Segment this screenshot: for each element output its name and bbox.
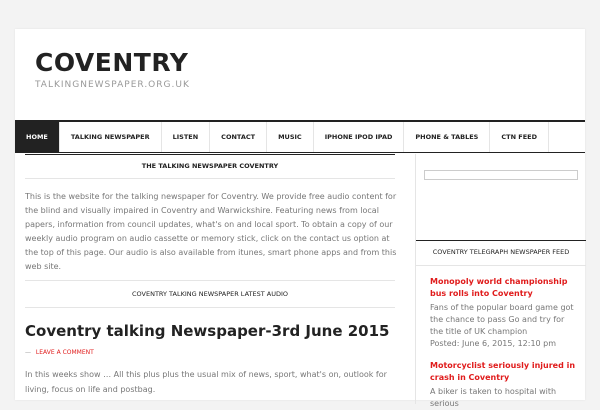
feed-item [416,360,586,410]
feed-item-title[interactable]: Monopoly world championship bus rolls into Coventry [430,277,568,298]
post-meta [25,349,395,356]
feed-item-title[interactable]: Motorcyclist seriously injured in crash in Coventry [430,361,576,382]
nav-item-contact[interactable]: CONTACT [210,122,267,152]
nav-item-ctn-feed[interactable]: CTN FEED [490,122,549,152]
feed-item-body: Fans of the popular board game got the chance to pass Go and try for the title of UK champion [430,303,574,336]
nav-item-home[interactable]: HOME [15,122,60,152]
section-title: THE TALKING NEWSPAPER COVENTRY [25,154,395,179]
post-excerpt: In this weeks show … All this plus plus the usual mix of news, sport, what's on, outlook for living, focus on life and postbag. [25,370,387,394]
site-title[interactable]: COVENTRY [35,48,189,77]
leave-comment-link[interactable]: LEAVE A COMMENT [35,349,94,356]
site-header [15,29,585,121]
nav-item-listen[interactable]: LISTEN [162,122,211,152]
main-content [25,154,395,404]
main-nav [15,120,585,153]
feed-item [416,276,586,350]
site-description: TALKINGNEWSPAPER.ORG.UK [35,80,190,90]
feed-item-body: A biker is taken to hospital with serious [430,387,557,408]
nav-item-talking-newspaper[interactable]: TALKING NEWSPAPER [60,122,162,152]
post-title[interactable]: Coventry talking Newspaper-3rd June 2015 [25,322,390,340]
meta-dash: — [25,349,31,356]
feed-widget-title: COVENTRY TELEGRAPH NEWSPAPER FEED [416,240,586,266]
sidebar [415,154,586,408]
nav-item-iphone-ipod-ipad[interactable]: IPHONE IPOD IPAD [314,122,405,152]
feed-item-date: Posted: June 6, 2015, 12:10 pm [430,339,557,348]
latest-audio-title: COVENTRY TALKING NEWSPAPER LATEST AUDIO [25,280,395,308]
page-wrapper [15,29,585,408]
search-input[interactable] [424,170,578,180]
nav-item-phone-tables[interactable]: PHONE & TABLES [404,122,490,152]
nav-item-music[interactable]: MUSIC [267,122,314,152]
intro-text: This is the website for the talking newspaper for Coventry. We provide free audio content for the blind and visually impaired in Coventry and Warwickshire. Featuring news from local papers, information from council updates, what's on and local sport. To obtain a copy of our weekly audio program on audio cassette or memory stick, click on the contact us option at the top of this page. Our audio is also available from itunes, smart phone apps and from this web site. [25,192,397,271]
